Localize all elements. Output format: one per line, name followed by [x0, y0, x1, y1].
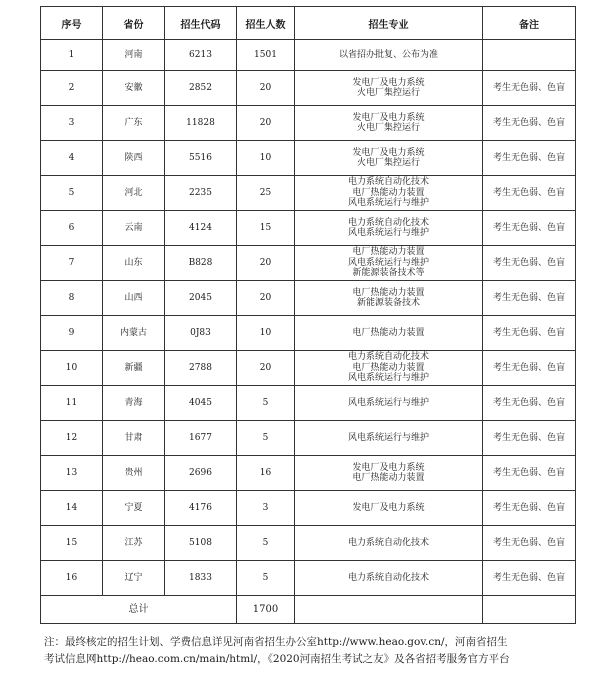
cell-count: 20 — [237, 106, 295, 141]
cell-province: 宁夏 — [103, 491, 165, 526]
footnote-line-1: 注：最终核定的招生计划、学费信息详见河南省招生办公室http://www.heao.gov.cn/，河南省招生 — [44, 636, 508, 648]
cell-major — [295, 316, 483, 351]
cell-count: 1501 — [237, 40, 295, 71]
cell-remark: 考生无色弱、色盲 — [483, 176, 576, 211]
footnote — [44, 634, 584, 668]
major-line: 电厂热能动力装置 — [352, 247, 425, 258]
cell-code: 5516 — [165, 141, 237, 176]
table-row — [41, 456, 576, 491]
cell-province: 贵州 — [103, 456, 165, 491]
cell-no: 12 — [41, 421, 103, 456]
cell-count: 16 — [237, 456, 295, 491]
cell-province: 陕西 — [103, 141, 165, 176]
cell-remark: 考生无色弱、色盲 — [483, 106, 576, 141]
cell-major — [295, 211, 483, 246]
major-line: 电厂热能动力装置 — [352, 473, 425, 483]
major-line: 电力系统自动化技术 — [347, 537, 429, 548]
major-line: 电厂热能动力装置 — [352, 187, 425, 198]
cell-code: 5108 — [165, 526, 237, 561]
major-line: 火电厂集控运行 — [356, 88, 420, 98]
cell-no: 9 — [41, 316, 103, 351]
enrollment-plan-table — [40, 6, 576, 624]
cell-major — [295, 351, 483, 386]
table-row — [41, 211, 576, 246]
cell-major — [295, 141, 483, 176]
cell-province: 新疆 — [103, 351, 165, 386]
table-row — [41, 526, 576, 561]
cell-province: 安徽 — [103, 71, 165, 106]
major-line: 以省招办批复、公布为准 — [338, 49, 438, 60]
major-line: 火电厂集控运行 — [356, 123, 420, 133]
header-count: 招生人数 — [237, 7, 295, 40]
cell-remark: 考生无色弱、色盲 — [483, 141, 576, 176]
major-line: 电力系统自动化技术 — [347, 572, 429, 583]
cell-code: 2235 — [165, 176, 237, 211]
cell-major — [295, 40, 483, 71]
header-major: 招生专业 — [295, 7, 483, 40]
major-line: 发电厂及电力系统 — [352, 502, 425, 513]
cell-code: 1833 — [165, 561, 237, 596]
cell-remark: 考生无色弱、色盲 — [483, 246, 576, 281]
header-row — [41, 7, 576, 40]
major-line: 电力系统自动化技术 — [347, 177, 429, 188]
cell-province: 河南 — [103, 40, 165, 71]
table-row — [41, 561, 576, 596]
cell-count: 20 — [237, 281, 295, 316]
cell-no: 10 — [41, 351, 103, 386]
table-row — [41, 351, 576, 386]
cell-major — [295, 176, 483, 211]
cell-major — [295, 561, 483, 596]
cell-province: 河北 — [103, 176, 165, 211]
major-line: 火电厂集控运行 — [356, 158, 420, 168]
cell-remark: 考生无色弱、色盲 — [483, 421, 576, 456]
cell-remark: 考生无色弱、色盲 — [483, 316, 576, 351]
cell-major — [295, 526, 483, 561]
table-row — [41, 176, 576, 211]
cell-code: 11828 — [165, 106, 237, 141]
cell-no: 6 — [41, 211, 103, 246]
cell-major — [295, 421, 483, 456]
cell-count: 25 — [237, 176, 295, 211]
major-line: 风电系统运行与维护 — [347, 228, 429, 238]
major-line: 风电系统运行与维护 — [347, 198, 429, 209]
cell-count: 5 — [237, 421, 295, 456]
table-row — [41, 106, 576, 141]
major-line: 电力系统自动化技术 — [347, 352, 429, 363]
cell-no: 7 — [41, 246, 103, 281]
cell-remark: 考生无色弱、色盲 — [483, 456, 576, 491]
cell-province: 云南 — [103, 211, 165, 246]
cell-count: 3 — [237, 491, 295, 526]
cell-remark — [483, 40, 576, 71]
cell-code: B828 — [165, 246, 237, 281]
major-line: 风电系统运行与维护 — [347, 373, 429, 384]
table-row — [41, 40, 576, 71]
cell-remark: 考生无色弱、色盲 — [483, 386, 576, 421]
cell-code: 6213 — [165, 40, 237, 71]
cell-code: 2696 — [165, 456, 237, 491]
cell-code: 2852 — [165, 71, 237, 106]
cell-remark: 考生无色弱、色盲 — [483, 526, 576, 561]
cell-remark: 考生无色弱、色盲 — [483, 281, 576, 316]
major-line: 电厂热能动力装置 — [352, 362, 425, 373]
cell-no: 11 — [41, 386, 103, 421]
cell-province: 内蒙古 — [103, 316, 165, 351]
total-remark-empty — [483, 596, 576, 624]
cell-province: 山西 — [103, 281, 165, 316]
cell-no: 4 — [41, 141, 103, 176]
major-line: 电厂热能动力装置 — [352, 287, 425, 298]
footnote-line-2: 考试信息网http://heao.com.cn/main/html/，《2020河南招生考试之友》及各省招考服务官方平台 — [44, 653, 510, 665]
cell-no: 5 — [41, 176, 103, 211]
cell-province: 山东 — [103, 246, 165, 281]
major-line: 风电系统运行与维护 — [347, 257, 429, 268]
cell-count: 20 — [237, 71, 295, 106]
cell-major — [295, 456, 483, 491]
major-line: 电厂热能动力装置 — [352, 327, 425, 338]
major-line: 发电厂及电力系统 — [352, 147, 425, 158]
cell-remark: 考生无色弱、色盲 — [483, 351, 576, 386]
table-body — [41, 40, 576, 624]
cell-count: 5 — [237, 526, 295, 561]
cell-code: 4176 — [165, 491, 237, 526]
table-row — [41, 281, 576, 316]
cell-no: 14 — [41, 491, 103, 526]
cell-remark: 考生无色弱、色盲 — [483, 71, 576, 106]
cell-code: 2045 — [165, 281, 237, 316]
table-row — [41, 246, 576, 281]
major-line: 发电厂及电力系统 — [352, 77, 425, 88]
cell-major — [295, 386, 483, 421]
cell-no: 1 — [41, 40, 103, 71]
cell-province: 甘肃 — [103, 421, 165, 456]
cell-no: 3 — [41, 106, 103, 141]
cell-count: 10 — [237, 141, 295, 176]
major-line: 发电厂及电力系统 — [352, 462, 425, 473]
cell-no: 2 — [41, 71, 103, 106]
total-value: 1700 — [237, 596, 295, 624]
table-row — [41, 491, 576, 526]
enrollment-plan-table-wrap — [40, 6, 575, 624]
cell-major — [295, 491, 483, 526]
major-line: 新能源装备技术 — [356, 298, 420, 308]
cell-count: 15 — [237, 211, 295, 246]
cell-count: 10 — [237, 316, 295, 351]
total-major-empty — [295, 596, 483, 624]
cell-province: 广东 — [103, 106, 165, 141]
major-line: 电力系统自动化技术 — [347, 217, 429, 228]
cell-no: 8 — [41, 281, 103, 316]
cell-remark: 考生无色弱、色盲 — [483, 491, 576, 526]
cell-no: 16 — [41, 561, 103, 596]
major-line: 风电系统运行与维护 — [347, 432, 429, 443]
cell-major — [295, 106, 483, 141]
cell-province: 辽宁 — [103, 561, 165, 596]
cell-no: 13 — [41, 456, 103, 491]
cell-province: 青海 — [103, 386, 165, 421]
table-row — [41, 71, 576, 106]
cell-no: 15 — [41, 526, 103, 561]
major-line: 风电系统运行与维护 — [347, 397, 429, 408]
cell-remark: 考生无色弱、色盲 — [483, 561, 576, 596]
header-remark: 备注 — [483, 7, 576, 40]
table-row — [41, 421, 576, 456]
total-label: 总计 — [41, 596, 237, 624]
cell-major — [295, 246, 483, 281]
major-line: 发电厂及电力系统 — [352, 112, 425, 123]
table-row — [41, 386, 576, 421]
cell-major — [295, 281, 483, 316]
header-province: 省份 — [103, 7, 165, 40]
cell-major — [295, 71, 483, 106]
header-no: 序号 — [41, 7, 103, 40]
cell-province: 江苏 — [103, 526, 165, 561]
header-code: 招生代码 — [165, 7, 237, 40]
cell-code: 4124 — [165, 211, 237, 246]
cell-count: 5 — [237, 561, 295, 596]
total-row — [41, 596, 576, 624]
cell-count: 5 — [237, 386, 295, 421]
cell-code: 2788 — [165, 351, 237, 386]
cell-remark: 考生无色弱、色盲 — [483, 211, 576, 246]
table-row — [41, 316, 576, 351]
cell-count: 20 — [237, 246, 295, 281]
cell-code: 1677 — [165, 421, 237, 456]
table-row — [41, 141, 576, 176]
cell-count: 20 — [237, 351, 295, 386]
cell-code: 4045 — [165, 386, 237, 421]
cell-code: 0J83 — [165, 316, 237, 351]
major-line: 新能源装备技术等 — [352, 268, 425, 279]
